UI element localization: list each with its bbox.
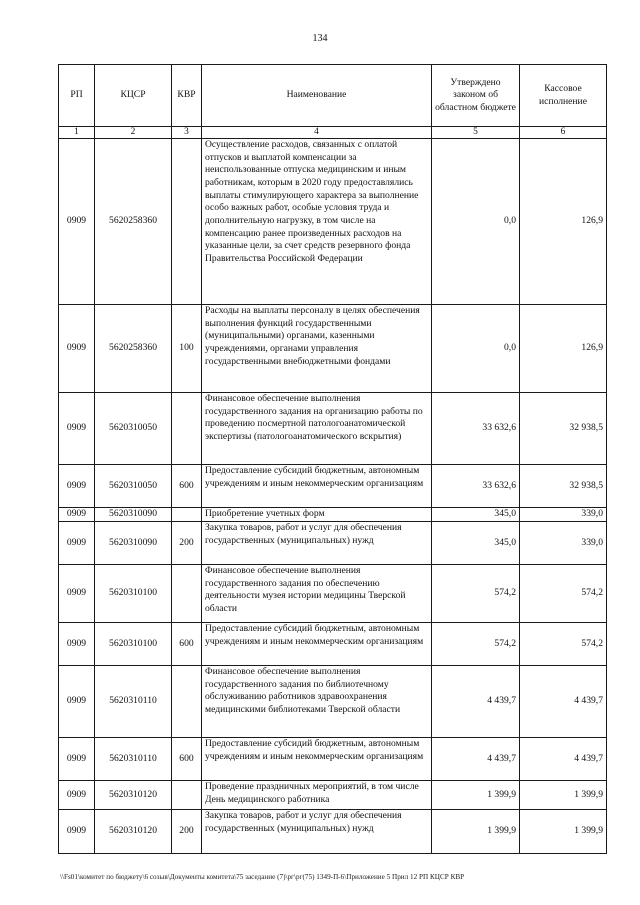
column-number: 1 [59, 127, 95, 139]
cell-rp: 0909 [59, 781, 95, 810]
cell-kvr: 600 [172, 465, 202, 508]
header-cash: Кассовое исполнение [520, 65, 607, 127]
cell-kvr: 200 [172, 522, 202, 565]
cell-name: Приобретение учетных форм [202, 508, 432, 522]
column-number: 6 [520, 127, 607, 139]
table-row [59, 623, 607, 666]
cell-kcsr: 5620258360 [95, 305, 172, 393]
cell-name: Проведение праздничных мероприятий, в том числе День медицинского работника [202, 781, 432, 810]
cell-rp: 0909 [59, 139, 95, 305]
cell-name: Финансовое обеспечение выполнения государственного задания по обеспечению деятельности музея истории медицины Тверской области [202, 565, 432, 623]
cell-kcsr: 5620310050 [95, 393, 172, 465]
budget-table [58, 64, 607, 854]
column-number: 3 [172, 127, 202, 139]
cell-kvr: 600 [172, 738, 202, 781]
cell-rp: 0909 [59, 666, 95, 738]
cell-rp: 0909 [59, 522, 95, 565]
header-kvr: КВР [172, 65, 202, 127]
cell-kcsr: 5620310120 [95, 781, 172, 810]
cell-name: Осуществление расходов, связанных с оплатой отпусков и выплатой компенсации за неиспользованные отпуска медицинским и иным работникам, которым в 2020 году предоставлялись выплаты стимулирующего характера за выполнение особо важных работ, особые условия труда и дополнительную нагрузку, в том числе на компенсацию ранее произведенных расходов на указанные цели, за счет средств резервного фонда Правительства Российской Федерации [202, 139, 432, 305]
cell-name: Закупка товаров, работ и услуг для обеспечения государственных (муниципальных) нужд [202, 810, 432, 854]
cell-approved: 345,0 [432, 522, 520, 565]
cell-kcsr: 5620310090 [95, 522, 172, 565]
table-row [59, 508, 607, 522]
cell-cash: 32 938,5 [520, 393, 607, 465]
column-number: 5 [432, 127, 520, 139]
header-rp: РП [59, 65, 95, 127]
cell-cash: 574,2 [520, 623, 607, 666]
cell-approved: 1 399,9 [432, 781, 520, 810]
cell-kvr [172, 139, 202, 305]
cell-name: Финансовое обеспечение выполнения государственного задания на организацию работы по проведению посмертной патологоанатомической экспертизы (патологоанатомического вскрытия) [202, 393, 432, 465]
cell-cash: 339,0 [520, 508, 607, 522]
cell-name: Расходы на выплаты персоналу в целях обеспечения выполнения функций государственными (муниципальными) органами, казенными учреждениями, органами управления государственными внебюджетными фондами [202, 305, 432, 393]
cell-approved: 4 439,7 [432, 666, 520, 738]
table-row [59, 738, 607, 781]
cell-approved: 574,2 [432, 565, 520, 623]
cell-cash: 574,2 [520, 565, 607, 623]
header-approved: Утверждено законом об областном бюджете [432, 65, 520, 127]
cell-rp: 0909 [59, 738, 95, 781]
table-row [59, 393, 607, 465]
cell-kvr [172, 508, 202, 522]
cell-kcsr: 5620310120 [95, 810, 172, 854]
column-number: 2 [95, 127, 172, 139]
cell-name: Предоставление субсидий бюджетным, автономным учреждениям и иным некоммерческим организациям [202, 623, 432, 666]
cell-rp: 0909 [59, 305, 95, 393]
cell-rp: 0909 [59, 623, 95, 666]
cell-kcsr: 5620310100 [95, 623, 172, 666]
column-number-row [59, 127, 607, 139]
cell-cash: 126,9 [520, 139, 607, 305]
cell-cash: 32 938,5 [520, 465, 607, 508]
header-name: Наименование [202, 65, 432, 127]
cell-name: Закупка товаров, работ и услуг для обеспечения государственных (муниципальных) нужд [202, 522, 432, 565]
cell-cash: 1 399,9 [520, 781, 607, 810]
table-row [59, 305, 607, 393]
column-number: 4 [202, 127, 432, 139]
cell-kvr [172, 393, 202, 465]
cell-approved: 1 399,9 [432, 810, 520, 854]
cell-cash: 339,0 [520, 522, 607, 565]
cell-kcsr: 5620310110 [95, 666, 172, 738]
table-row [59, 666, 607, 738]
cell-approved: 0,0 [432, 305, 520, 393]
cell-kvr: 100 [172, 305, 202, 393]
table-row [59, 522, 607, 565]
cell-approved: 33 632,6 [432, 393, 520, 465]
cell-approved: 345,0 [432, 508, 520, 522]
cell-kvr: 600 [172, 623, 202, 666]
cell-kvr [172, 565, 202, 623]
footer-file-path: \\Fs01\комитет по бюджету\6 созыв\Документы комитета\75 заседание (7)\рг\рг(75) 1349-П-6\Приложение 5 Прил 12 РП КЦСР КВР [60, 873, 465, 881]
table-row [59, 139, 607, 305]
table-row [59, 465, 607, 508]
cell-rp: 0909 [59, 810, 95, 854]
cell-name: Предоставление субсидий бюджетным, автономным учреждениям и иным некоммерческим организациям [202, 738, 432, 781]
cell-cash: 126,9 [520, 305, 607, 393]
cell-approved: 0,0 [432, 139, 520, 305]
cell-kcsr: 5620310110 [95, 738, 172, 781]
cell-approved: 33 632,6 [432, 465, 520, 508]
cell-name: Финансовое обеспечение выполнения государственного задания по библиотечному обслуживанию работников здравоохранения медицинскими библиотеками Тверской области [202, 666, 432, 738]
cell-cash: 4 439,7 [520, 666, 607, 738]
header-kcsr: КЦСР [95, 65, 172, 127]
cell-kvr [172, 781, 202, 810]
table-row [59, 781, 607, 810]
cell-rp: 0909 [59, 565, 95, 623]
cell-rp: 0909 [59, 465, 95, 508]
table-row [59, 810, 607, 854]
table-row [59, 565, 607, 623]
table-header-row [59, 65, 607, 127]
cell-rp: 0909 [59, 508, 95, 522]
page-number: 134 [312, 33, 328, 44]
cell-approved: 574,2 [432, 623, 520, 666]
cell-approved: 4 439,7 [432, 738, 520, 781]
cell-kcsr: 5620258360 [95, 139, 172, 305]
cell-kvr: 200 [172, 810, 202, 854]
cell-name: Предоставление субсидий бюджетным, автономным учреждениям и иным некоммерческим организациям [202, 465, 432, 508]
cell-kvr [172, 666, 202, 738]
cell-rp: 0909 [59, 393, 95, 465]
cell-kcsr: 5620310100 [95, 565, 172, 623]
cell-cash: 4 439,7 [520, 738, 607, 781]
cell-kcsr: 5620310050 [95, 465, 172, 508]
cell-kcsr: 5620310090 [95, 508, 172, 522]
cell-cash: 1 399,9 [520, 810, 607, 854]
